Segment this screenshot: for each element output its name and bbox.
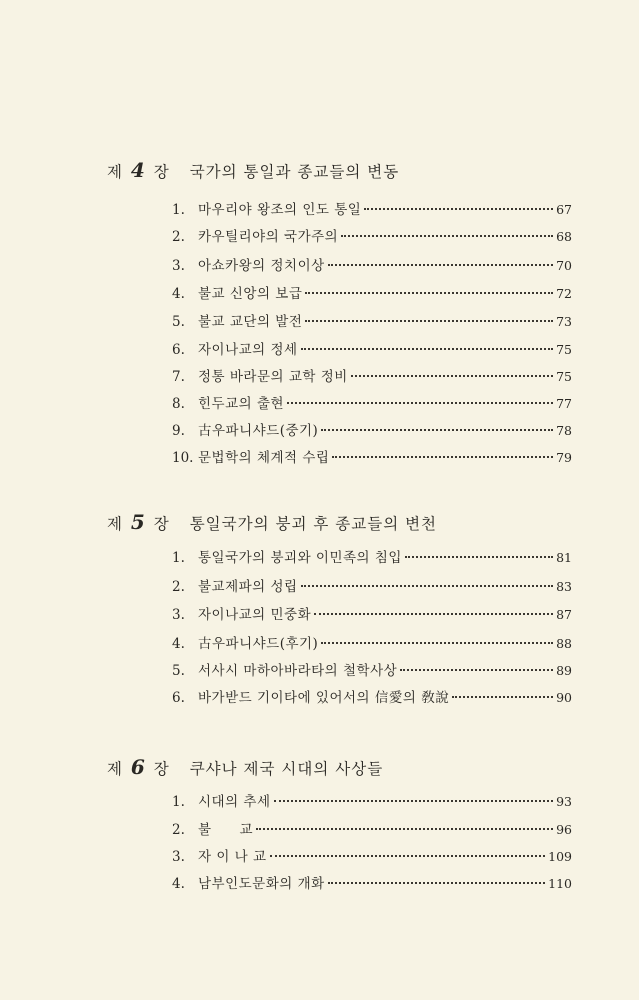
- entry-title: 古우파니샤드(후기): [198, 636, 319, 652]
- entry-number: 5.: [172, 314, 185, 330]
- dot-leader: [274, 799, 554, 802]
- entry-title: 힌두교의 출현: [198, 396, 285, 412]
- dot-leader: [305, 319, 553, 322]
- entry-title: 서사시 마하아바라타의 철학사상: [198, 663, 398, 679]
- toc-entry: [172, 446, 572, 466]
- entry-title: 자이나교의 정세: [198, 342, 298, 358]
- dot-leader: [270, 854, 546, 857]
- dot-leader: [305, 291, 553, 294]
- entry-number: 10.: [172, 450, 194, 466]
- toc-entry: [172, 419, 572, 439]
- entry-number: 9.: [172, 423, 185, 439]
- entry-page-number: 96: [556, 822, 572, 837]
- dot-leader: [301, 347, 554, 350]
- dot-leader: [301, 584, 554, 587]
- entry-page-number: 110: [548, 876, 572, 891]
- toc-entry: [172, 338, 572, 358]
- dot-leader: [405, 555, 553, 558]
- chapter-suffix: 장: [153, 515, 170, 533]
- chapter-number: 5: [130, 510, 146, 534]
- entry-page-number: 87: [556, 607, 572, 622]
- entry-title: 아쇼카왕의 정치이상: [198, 258, 325, 274]
- entry-page-number: 109: [548, 849, 572, 864]
- entry-page-number: 75: [556, 369, 572, 384]
- chapter-heading: [107, 755, 383, 779]
- entry-title: 古우파니샤드(중기): [198, 423, 319, 439]
- toc-entry: [172, 365, 572, 385]
- toc-entry: [172, 310, 572, 330]
- chapter-prefix: 제: [107, 515, 123, 533]
- entry-number: 4.: [172, 876, 185, 892]
- entry-number: 6.: [172, 690, 185, 706]
- chapter-prefix: 제: [107, 760, 123, 778]
- toc-entry: [172, 392, 572, 412]
- entry-number: 3.: [172, 607, 185, 623]
- entry-title: 정통 바라문의 교학 정비: [198, 369, 348, 385]
- toc-entry: [172, 603, 572, 623]
- entry-number: 3.: [172, 849, 185, 865]
- entry-title: 카우틸리야의 국가주의: [198, 229, 339, 245]
- chapter-heading: [107, 510, 437, 534]
- toc-entry: [172, 546, 572, 566]
- toc-entry: [172, 282, 572, 302]
- entry-page-number: 67: [556, 202, 572, 217]
- entry-number: 2.: [172, 579, 185, 595]
- dot-leader: [341, 234, 553, 237]
- entry-page-number: 79: [556, 450, 572, 465]
- entry-page-number: 89: [556, 663, 572, 678]
- chapter-number: 6: [130, 755, 146, 779]
- entry-page-number: 72: [556, 286, 572, 301]
- chapter-suffix: 장: [153, 760, 170, 778]
- toc-entry: [172, 818, 572, 838]
- chapter-number: 4: [130, 158, 146, 182]
- entry-title: 시대의 추세: [198, 794, 271, 810]
- dot-leader: [332, 455, 553, 458]
- toc-entry: [172, 872, 572, 892]
- dot-leader: [321, 641, 553, 644]
- entry-page-number: 78: [556, 423, 572, 438]
- toc-entry: [172, 845, 572, 865]
- entry-page-number: 83: [556, 579, 572, 594]
- entry-number: 7.: [172, 369, 185, 385]
- dot-leader: [452, 695, 553, 698]
- entry-title: 불교제파의 성립: [198, 579, 298, 595]
- entry-number: 3.: [172, 258, 185, 274]
- entry-page-number: 93: [556, 794, 572, 809]
- chapter-title: 쿠샤나 제국 시대의 사상들: [189, 760, 384, 778]
- dot-leader: [400, 668, 553, 671]
- entry-title: 자 이 나 교: [198, 849, 267, 865]
- dot-leader: [351, 374, 553, 377]
- toc-entry: [172, 198, 572, 218]
- entry-page-number: 68: [556, 229, 572, 244]
- dot-leader: [256, 827, 553, 830]
- entry-number: 2.: [172, 229, 185, 245]
- toc-entry: [172, 790, 572, 810]
- chapter-heading: [107, 158, 399, 182]
- entry-page-number: 75: [556, 342, 572, 357]
- entry-title: 남부인도문화의 개화: [198, 876, 325, 892]
- entry-page-number: 77: [556, 396, 572, 411]
- entry-number: 1.: [172, 202, 185, 218]
- chapter-suffix: 장: [153, 163, 170, 181]
- chapter-title: 국가의 통일과 종교들의 변동: [189, 163, 400, 181]
- dot-leader: [314, 612, 553, 615]
- entry-number: 4.: [172, 636, 185, 652]
- entry-title: 불교 신앙의 보급: [198, 286, 303, 302]
- toc-entry: [172, 686, 572, 706]
- toc-entry: [172, 632, 572, 652]
- entry-title: 자이나교의 민중화: [198, 607, 312, 623]
- chapter-title: 통일국가의 붕괴 후 종교들의 변천: [189, 515, 438, 533]
- dot-leader: [328, 263, 553, 266]
- toc-entry: [172, 225, 572, 245]
- entry-number: 4.: [172, 286, 185, 302]
- chapter-prefix: 제: [107, 163, 123, 181]
- entry-number: 2.: [172, 822, 185, 838]
- entry-title: 문법학의 체계적 수립: [198, 450, 330, 466]
- entry-number: 1.: [172, 550, 185, 566]
- entry-number: 6.: [172, 342, 185, 358]
- entry-page-number: 70: [556, 258, 572, 273]
- entry-number: 1.: [172, 794, 185, 810]
- entry-title: 불교 교단의 발전: [198, 314, 303, 330]
- entry-title: 불 교: [198, 822, 254, 838]
- entry-title: 통일국가의 붕괴와 이민족의 침입: [198, 550, 402, 566]
- entry-number: 8.: [172, 396, 185, 412]
- entry-page-number: 90: [556, 690, 572, 705]
- toc-entry: [172, 659, 572, 679]
- dot-leader: [364, 207, 553, 210]
- dot-leader: [321, 428, 553, 431]
- dot-leader: [328, 881, 545, 884]
- toc-entry: [172, 575, 572, 595]
- entry-page-number: 81: [556, 550, 572, 565]
- toc-entry: [172, 254, 572, 274]
- entry-page-number: 88: [556, 636, 572, 651]
- dot-leader: [287, 401, 553, 404]
- entry-title: 마우리야 왕조의 인도 통일: [198, 202, 362, 218]
- entry-number: 5.: [172, 663, 185, 679]
- entry-title: 바가받드 기이타에 있어서의 信愛의 敎說: [198, 690, 450, 706]
- entry-page-number: 73: [556, 314, 572, 329]
